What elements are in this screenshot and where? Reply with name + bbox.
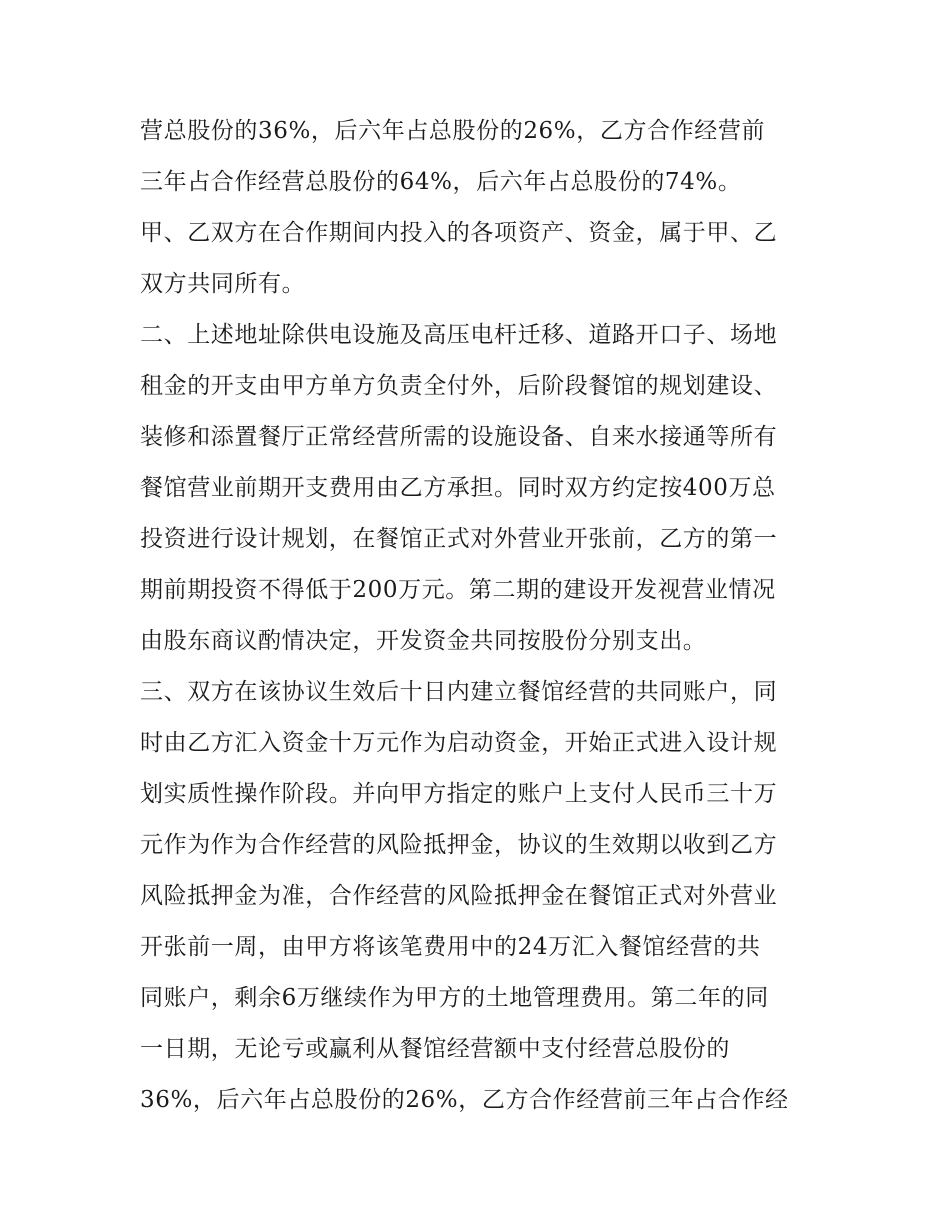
text-line: 同账户，剩余6万继续作为甲方的土地管理费用。第二年的同 bbox=[140, 985, 769, 1011]
text-line: 一日期，无论亏或赢利从餐馆经营额中支付经营总股份的 bbox=[140, 1036, 730, 1062]
text-line: 三年占合作经营总股份的64%，后六年占总股份的74%。 bbox=[140, 169, 742, 195]
text-line: 甲、乙双方在合作期间内投入的各项资产、资金，属于甲、乙 bbox=[140, 220, 778, 246]
text-line: 元作为作为合作经营的风险抵押金，协议的生效期以收到乙方 bbox=[140, 832, 778, 858]
text-line: 餐馆营业前期开支费用由乙方承担。同时双方约定按400万总 bbox=[140, 475, 776, 501]
text-line: 划实质性操作阶段。并向甲方指定的账户上支付人民币三十万 bbox=[140, 781, 778, 807]
text-line: 营总股份的36%，后六年占总股份的26%，乙方合作经营前 bbox=[140, 118, 766, 144]
text-line: 期前期投资不得低于200万元。第二期的建设开发视营业情况 bbox=[140, 577, 776, 603]
text-line: 时由乙方汇入资金十万元作为启动资金，开始正式进入设计规 bbox=[140, 730, 778, 756]
text-line: 36%，后六年占总股份的26%，乙方合作经营前三年占合作经 bbox=[140, 1087, 789, 1113]
text-line: 投资进行设计规划，在餐馆正式对外营业开张前，乙方的第一 bbox=[140, 526, 778, 552]
text-line: 双方共同所有。 bbox=[140, 271, 306, 297]
document-body bbox=[140, 106, 820, 1126]
text-line: 租金的开支由甲方单方负责全付外，后阶段餐馆的规划建设、 bbox=[140, 373, 778, 399]
text-line: 由股东商议酌情决定，开发资金共同按股份分别支出。 bbox=[140, 628, 707, 654]
text-line: 开张前一周，由甲方将该笔费用中的24万汇入餐馆经营的共 bbox=[140, 934, 761, 960]
text-line: 风险抵押金为准，合作经营的风险抵押金在餐馆正式对外营业 bbox=[140, 883, 778, 909]
text-line: 二、上述地址除供电设施及高压电杆迁移、道路开口子、场地 bbox=[140, 322, 778, 348]
text-line: 三、双方在该协议生效后十日内建立餐馆经营的共同账户，同 bbox=[140, 679, 778, 705]
text-line: 装修和添置餐厅正常经营所需的设施设备、自来水接通等所有 bbox=[140, 424, 778, 450]
